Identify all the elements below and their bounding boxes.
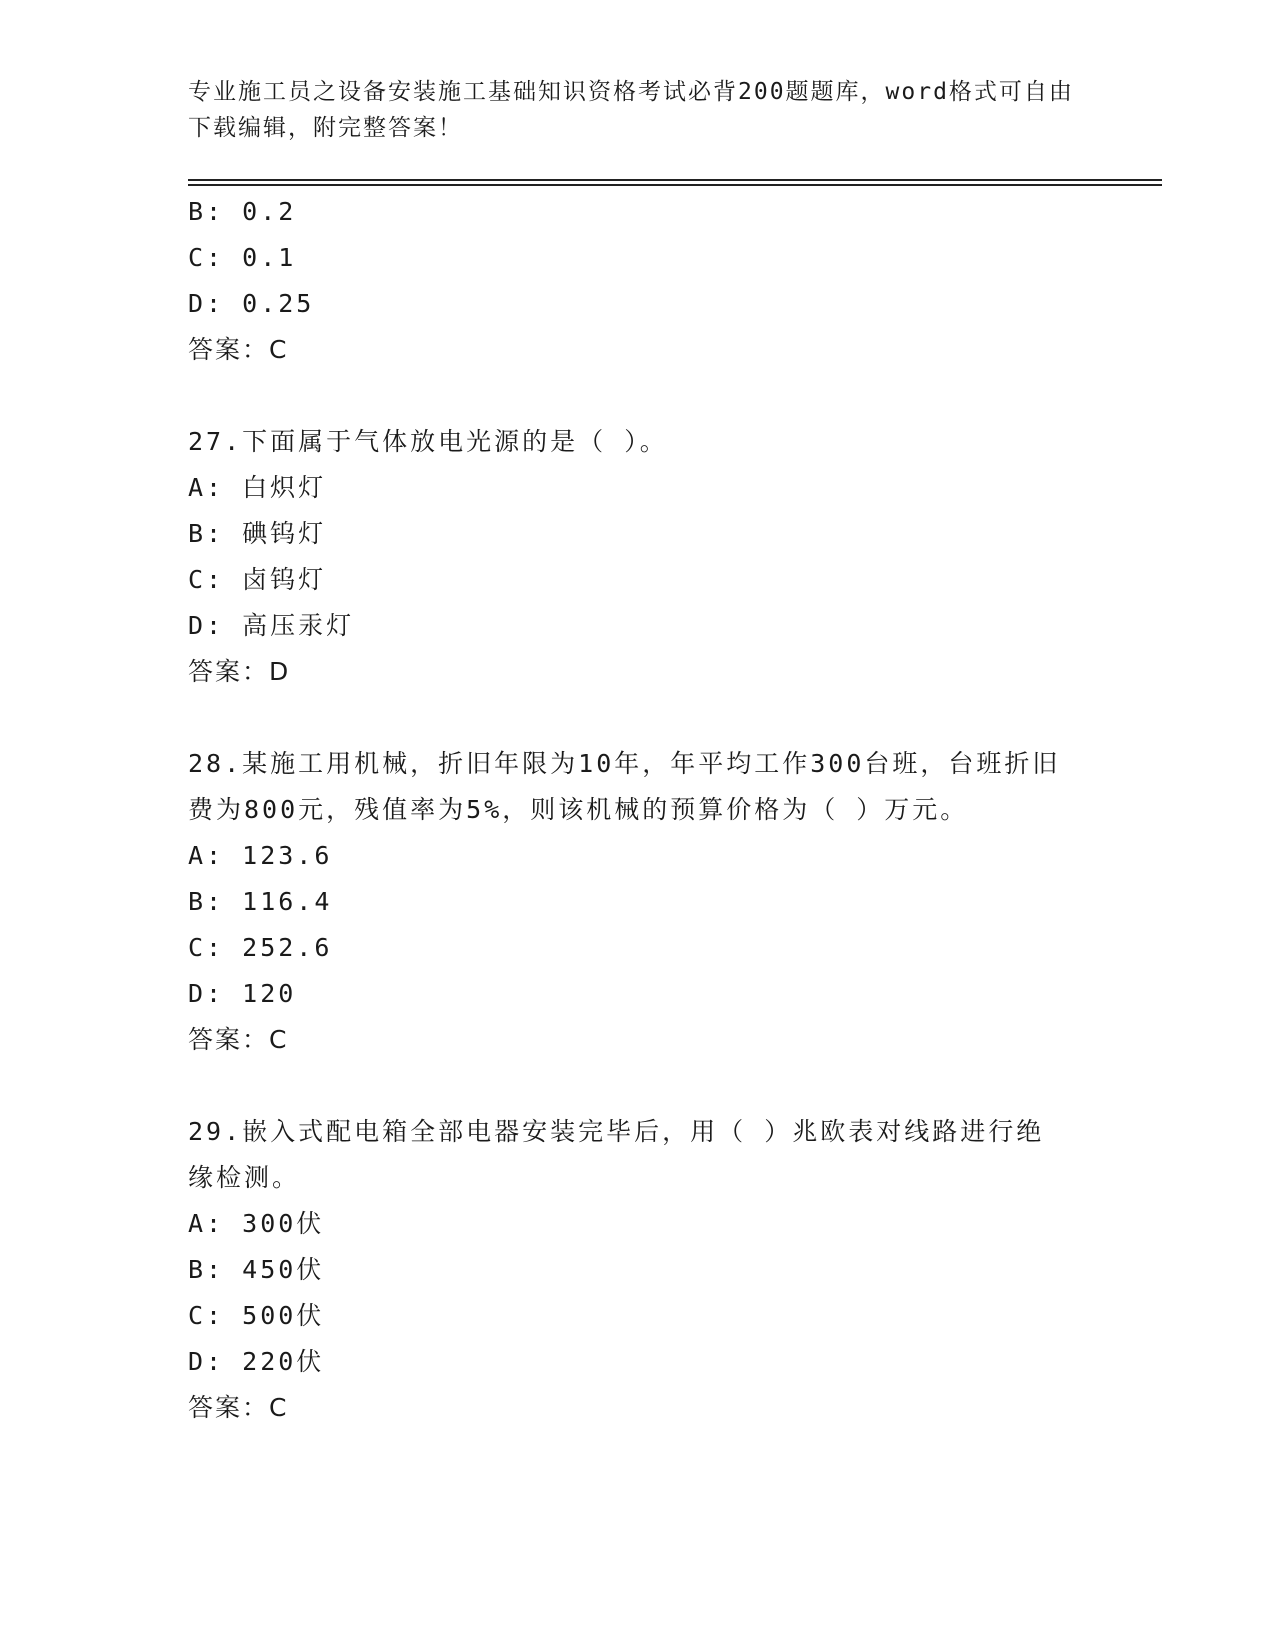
answer: 答案：C bbox=[188, 335, 289, 364]
spacer bbox=[188, 1063, 1088, 1109]
option-c: C: 0.1 bbox=[188, 243, 297, 272]
option-d: D: 0.25 bbox=[188, 289, 315, 318]
question-stem: 29.嵌入式配电箱全部电器安装完毕后，用（ ）兆欧表对线路进行绝缘检测。 bbox=[188, 1117, 1045, 1192]
spacer bbox=[188, 695, 1088, 741]
question-26 bbox=[188, 189, 1088, 373]
option-c: C: 卤钨灯 bbox=[188, 565, 327, 594]
question-28 bbox=[188, 741, 1088, 1063]
option-c: C: 500伏 bbox=[188, 1301, 325, 1330]
answer: 答案：C bbox=[188, 1025, 289, 1054]
option-b: B: 116.4 bbox=[188, 887, 333, 916]
question-29 bbox=[188, 1109, 1088, 1431]
option-a: A: 白炽灯 bbox=[188, 473, 327, 502]
question-stem: 28.某施工用机械，折旧年限为10年，年平均工作300台班，台班折旧费为800元，残值率为5%，则该机械的预算价格为（ ）万元。 bbox=[188, 749, 1061, 824]
option-b: B: 450伏 bbox=[188, 1255, 325, 1284]
option-a: A: 300伏 bbox=[188, 1209, 325, 1238]
option-d: D: 高压汞灯 bbox=[188, 611, 355, 640]
spacer bbox=[188, 373, 1088, 419]
header-divider-bottom bbox=[188, 184, 1162, 186]
option-a: A: 123.6 bbox=[188, 841, 333, 870]
option-b: B: 0.2 bbox=[188, 197, 297, 226]
header-divider-top bbox=[188, 179, 1162, 181]
question-list bbox=[188, 189, 1088, 1431]
question-stem: 27.下面属于气体放电光源的是（ ）。 bbox=[188, 427, 668, 456]
answer: 答案：C bbox=[188, 1393, 289, 1422]
option-d: D: 120 bbox=[188, 979, 297, 1008]
option-c: C: 252.6 bbox=[188, 933, 333, 962]
document-header: 专业施工员之设备安装施工基础知识资格考试必背200题题库，word格式可自由下载编辑，附完整答案！ bbox=[188, 79, 1074, 141]
option-d: D: 220伏 bbox=[188, 1347, 325, 1376]
answer: 答案：D bbox=[188, 657, 291, 686]
option-b: B: 碘钨灯 bbox=[188, 519, 327, 548]
question-27 bbox=[188, 419, 1088, 695]
